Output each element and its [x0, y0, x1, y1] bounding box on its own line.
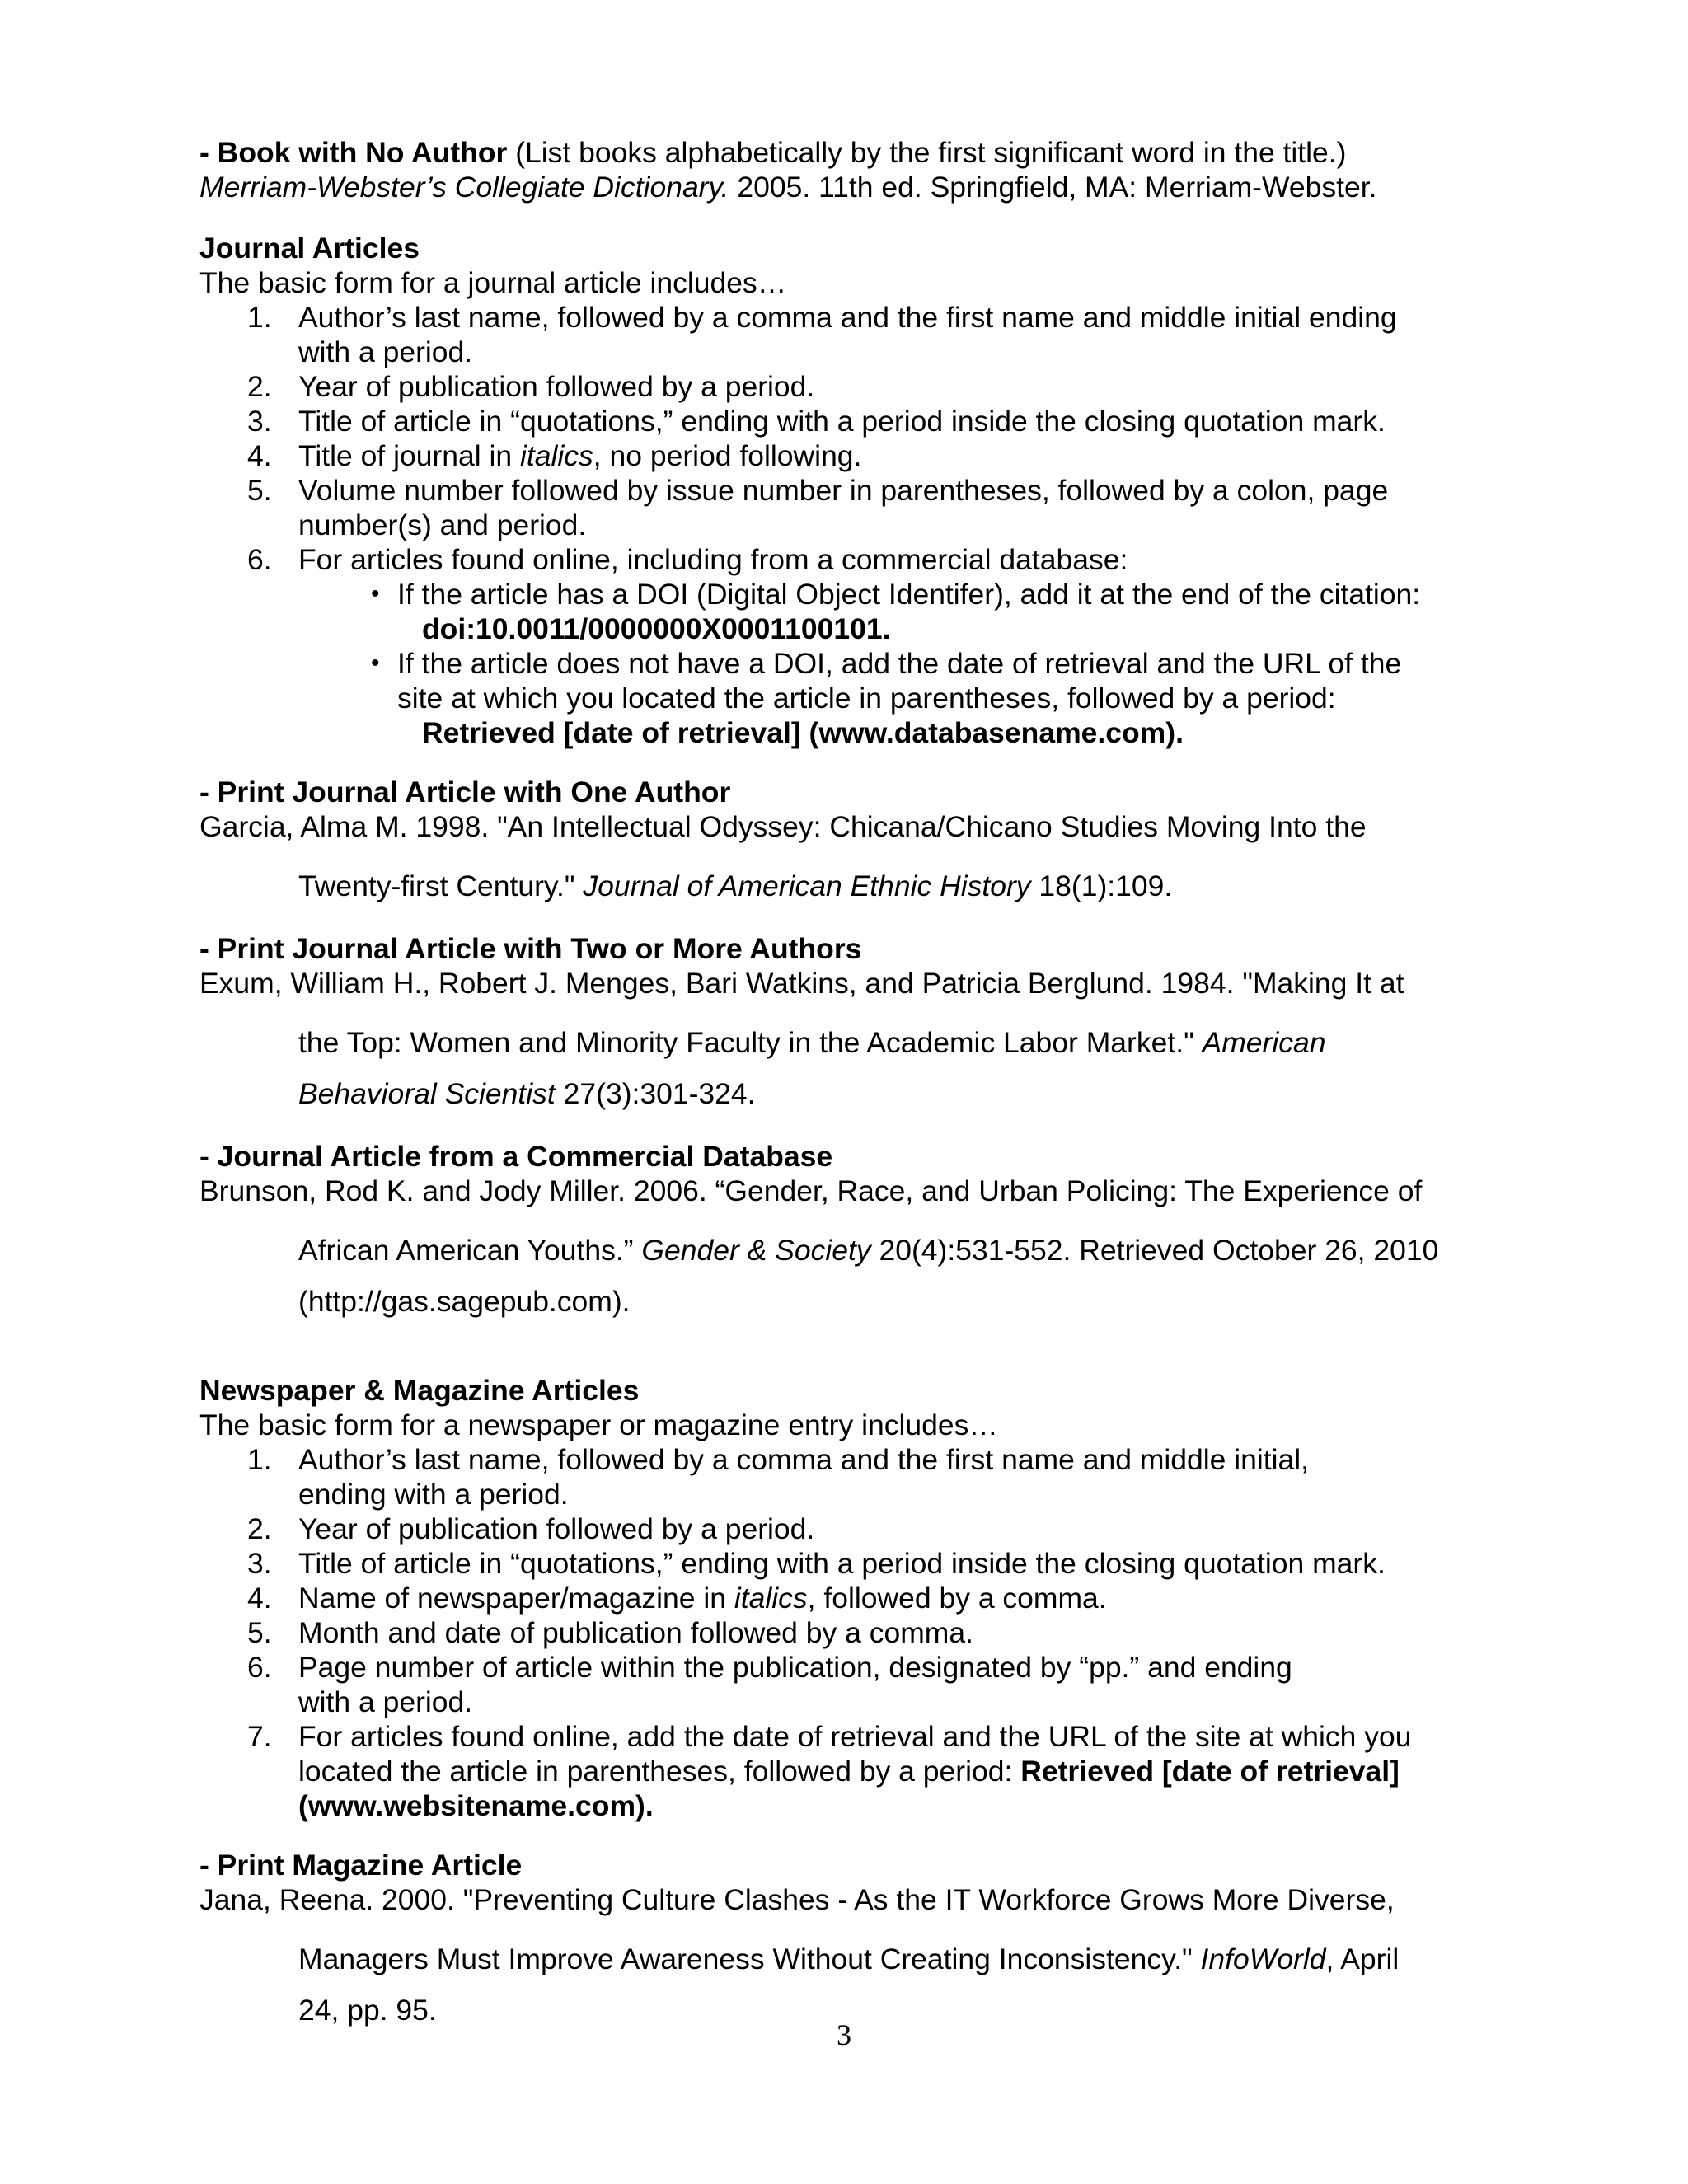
- print-two-authors-heading: - Print Journal Article with Two or More Authors: [199, 932, 862, 965]
- journal-articles-intro: The basic form for a journal article includes…: [199, 266, 787, 299]
- bullet-item: [199, 577, 1518, 646]
- list-item: [199, 1546, 1518, 1581]
- list-item: [199, 404, 1518, 438]
- doi-example: doi:10.0011/0000000X0001100101.: [422, 612, 891, 645]
- print-magazine-heading: - Print Magazine Article: [199, 1849, 523, 1882]
- newspaper-steps-list: [199, 1442, 1518, 1823]
- list-number: 2.: [247, 1512, 272, 1545]
- document-page: [199, 135, 1518, 2036]
- list-number: 6.: [247, 1651, 272, 1684]
- list-item-text: , no period following.: [593, 439, 862, 472]
- citation-text: the Top: Women and Minority Faculty in the Academic Labor Market.": [298, 1026, 1203, 1059]
- bullet-item: [199, 646, 1518, 750]
- list-item-text: Page number of article within the publication, designated by “pp.” and ending: [298, 1651, 1292, 1684]
- list-item-text: , followed by a comma.: [807, 1582, 1107, 1615]
- list-number: 7.: [247, 1720, 272, 1753]
- commercial-db-heading: - Journal Article from a Commercial Database: [199, 1140, 833, 1173]
- citation-line: [199, 1017, 1518, 1068]
- citation-line: [199, 1225, 1518, 1276]
- citation-line: [199, 860, 1518, 912]
- list-item: [199, 1615, 1518, 1650]
- list-item: [199, 1719, 1518, 1823]
- citation-text: Twenty-first Century.": [298, 869, 584, 902]
- list-item-text: ending with a period.: [298, 1478, 569, 1511]
- bullet-icon: •: [371, 580, 380, 607]
- list-item: [199, 369, 1518, 404]
- list-item-text: Name of newspaper/magazine in: [298, 1582, 734, 1615]
- list-number: 5.: [247, 474, 272, 507]
- citation-rest: 2005. 11th ed. Springfield, MA: Merriam-Webster.: [729, 171, 1377, 204]
- list-item-text: with a period.: [298, 335, 473, 368]
- list-number: 6.: [247, 543, 272, 576]
- citation-text: African American Youths.”: [298, 1234, 642, 1267]
- list-number: 3.: [247, 405, 272, 438]
- list-number: 2.: [247, 370, 272, 403]
- list-number: 3.: [247, 1547, 272, 1580]
- citation-title: Merriam-Webster’s Collegiate Dictionary.: [199, 171, 729, 204]
- book-no-author-heading-line: [199, 135, 1518, 170]
- print-one-author-citation: [199, 809, 1518, 912]
- list-number: 5.: [247, 1616, 272, 1649]
- list-item-text: number(s) and period.: [298, 509, 587, 541]
- list-number: 4.: [247, 439, 272, 472]
- print-one-author-heading: - Print Journal Article with One Author: [199, 776, 731, 808]
- citation-line: Garcia, Alma M. 1998. "An Intellectual Odyssey: Chicana/Chicano Studies Moving Into the: [199, 810, 1367, 843]
- list-number: 1.: [247, 301, 272, 334]
- list-item: [199, 1442, 1518, 1511]
- list-item-text: Year of publication followed by a period.: [298, 370, 815, 403]
- list-item-text: For articles found online, add the date of retrieval and the URL of the site at which you: [298, 1720, 1412, 1753]
- list-item-text: Author’s last name, followed by a comma and the first name and middle initial ending: [298, 301, 1397, 334]
- page-number: 3: [837, 2018, 851, 2051]
- retrieved-example: Retrieved [date of retrieval] (www.databasename.com).: [422, 716, 1184, 749]
- citation-line: Brunson, Rod K. and Jody Miller. 2006. “Gender, Race, and Urban Policing: The Experience of: [199, 1174, 1423, 1207]
- list-item: [199, 1511, 1518, 1546]
- retrieved-example: Retrieved [date of retrieval]: [1020, 1755, 1400, 1788]
- list-item: [199, 1581, 1518, 1615]
- citation-line: 24, pp. 95.: [298, 1994, 437, 2027]
- book-no-author-citation: [199, 170, 1518, 204]
- list-item-emphasis: italics: [734, 1582, 808, 1615]
- list-item-text: Volume number followed by issue number in parentheses, followed by a colon, page: [298, 474, 1389, 507]
- journal-title: Behavioral Scientist: [298, 1077, 556, 1110]
- bullet-text: site at which you located the article in parentheses, followed by a period:: [397, 682, 1336, 715]
- list-item-text: located the article in parentheses, followed by a period:: [298, 1755, 1021, 1788]
- magazine-title: InfoWorld: [1200, 1943, 1326, 1975]
- bullet-icon: •: [371, 649, 380, 677]
- list-item: [199, 438, 1518, 473]
- newspaper-heading: Newspaper & Magazine Articles: [199, 1374, 640, 1407]
- citation-text: 20(4):531-552. Retrieved October 26, 2010: [870, 1234, 1439, 1267]
- list-item-emphasis: italics: [520, 439, 593, 472]
- print-magazine-citation: [199, 1882, 1518, 2036]
- bullet-text: If the article has a DOI (Digital Object Identifer), add it at the end of the citation:: [397, 578, 1421, 611]
- journal-title: Gender & Society: [641, 1234, 871, 1267]
- citation-text: 27(3):301-324.: [555, 1077, 756, 1110]
- journal-title: American: [1202, 1026, 1326, 1059]
- citation-line: (http://gas.sagepub.com).: [298, 1285, 631, 1318]
- list-item-text: Month and date of publication followed by a comma.: [298, 1616, 973, 1649]
- journal-title: Journal of American Ethnic History: [583, 869, 1031, 902]
- citation-line: Exum, William H., Robert J. Menges, Bari Watkins, and Patricia Berglund. 1984. "Making It at: [199, 967, 1404, 1000]
- journal-articles-heading: Journal Articles: [199, 232, 420, 265]
- list-item-text: with a period.: [298, 1685, 473, 1718]
- commercial-db-citation: [199, 1174, 1518, 1327]
- citation-line: Jana, Reena. 2000. "Preventing Culture Clashes - As the IT Workforce Grows More Diverse,: [199, 1883, 1395, 1916]
- journal-steps-list: [199, 300, 1518, 577]
- list-item-text: Title of journal in: [298, 439, 521, 472]
- citation-text: Managers Must Improve Awareness Without Creating Inconsistency.": [298, 1943, 1201, 1975]
- list-item-text: Title of article in “quotations,” ending with a period inside the closing quotation mark.: [298, 1547, 1386, 1580]
- list-item-text: Author’s last name, followed by a comma and the first name and middle initial,: [298, 1443, 1310, 1476]
- list-item: [199, 473, 1518, 542]
- citation-line: [199, 1068, 1518, 1119]
- list-item-text: Title of article in “quotations,” ending with a period inside the closing quotation mark.: [298, 405, 1386, 438]
- newspaper-intro: The basic form for a newspaper or magazine entry includes…: [199, 1408, 998, 1441]
- list-number: 1.: [247, 1443, 272, 1476]
- citation-text: 18(1):109.: [1030, 869, 1173, 902]
- list-item: [199, 1650, 1518, 1719]
- citation-text: , April: [1325, 1943, 1400, 1975]
- print-two-authors-citation: [199, 966, 1518, 1119]
- citation-line: [199, 1933, 1518, 1985]
- list-item-text: Year of publication followed by a period.: [298, 1512, 815, 1545]
- list-item: [199, 300, 1518, 369]
- retrieved-example: (www.websitename.com).: [298, 1789, 654, 1822]
- book-no-author-note: (List books alphabetically by the first significant word in the title.): [507, 136, 1347, 169]
- bullet-text: If the article does not have a DOI, add the date of retrieval and the URL of the: [397, 647, 1402, 680]
- list-item-text: For articles found online, including from a commercial database:: [298, 543, 1128, 576]
- list-item: [199, 542, 1518, 577]
- list-number: 4.: [247, 1582, 272, 1615]
- journal-online-bullets: [199, 577, 1518, 750]
- book-no-author-heading: - Book with No Author: [199, 136, 508, 169]
